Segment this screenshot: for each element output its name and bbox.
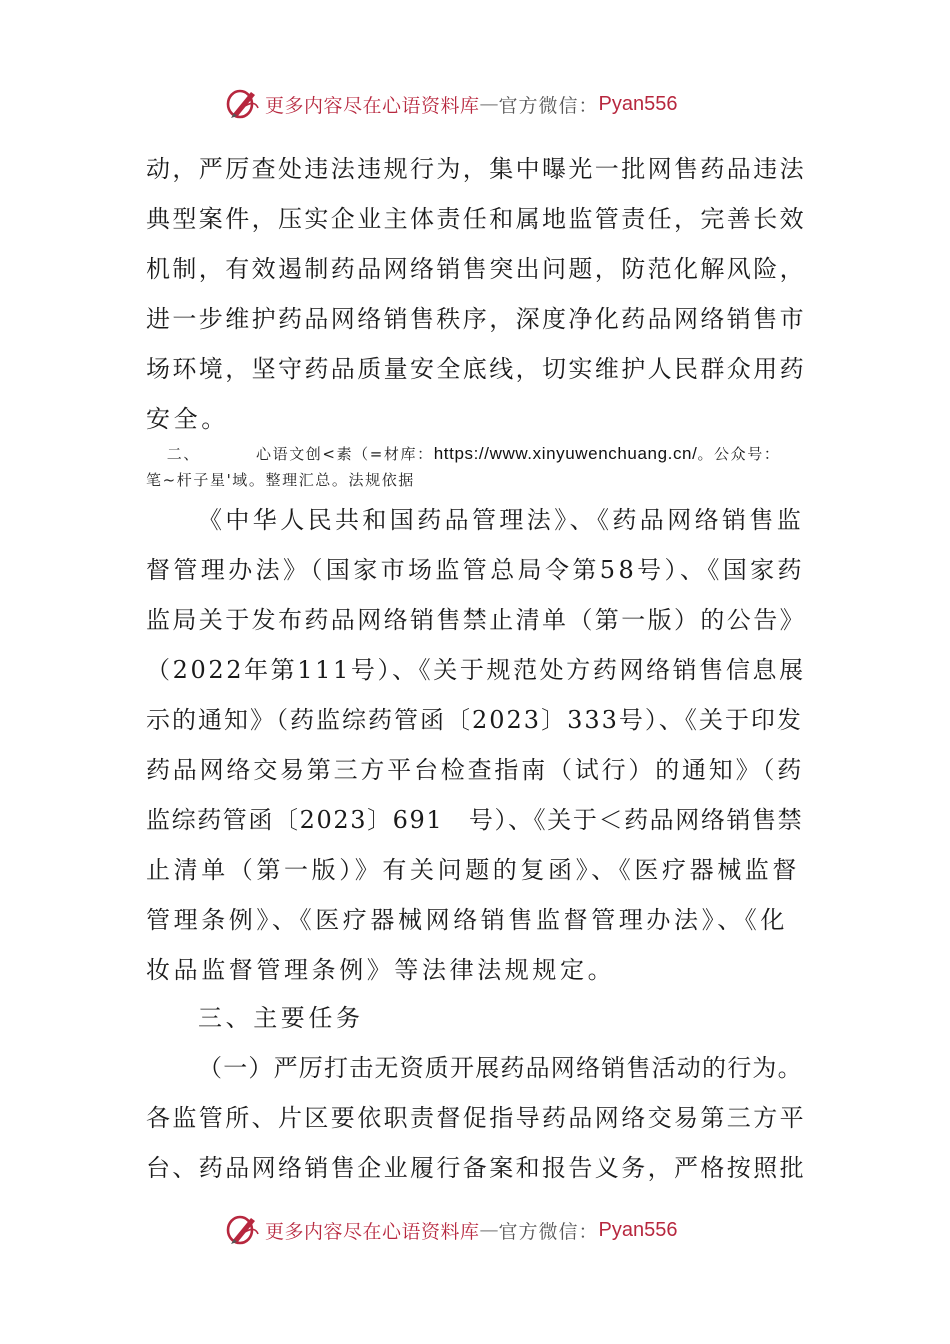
text-line: 监局关于发布药品网络销售禁止清单（第一版）的公告》 <box>146 606 806 634</box>
section-2-watermark-text: 心语文创<素（=材库： <box>256 445 434 463</box>
banner-official-label: 官方微信： <box>498 94 599 117</box>
banner-library-text: 更多内容尽在心语资料库 <box>265 1220 480 1243</box>
banner-wechat-id: Pyan556 <box>598 92 678 115</box>
text-line: 妆品监督管理条例》等法律法规规定。 <box>146 956 616 984</box>
text-line: 药品网络交易第三方平台检查指南（试行）的通知》（药 <box>146 756 804 784</box>
banner-official-label: 官方微信： <box>498 1220 599 1243</box>
text-line: 安全。 <box>146 405 229 433</box>
text-line: 管理条例》、《医疗器械网络销售监督管理办法》、《化 <box>146 906 788 934</box>
pen-logo-icon <box>225 86 261 122</box>
footer-banner <box>225 1210 745 1250</box>
banner-dash: — <box>479 1219 499 1241</box>
text-line: 机制，有效遏制药品网络销售突出问题，防范化解风险， <box>146 255 806 283</box>
text-line: 进一步维护药品网络销售秩序，深度净化药品网络销售市 <box>146 305 806 333</box>
text-line: 《中华人民共和国药品管理法》、《药品网络销售监 <box>198 506 805 534</box>
text-line: 场环境，坚守药品质量安全底线，切实维护人民群众用药 <box>146 355 806 383</box>
watermark-url-link[interactable]: https://www.xinyuwenchuang.cn/ <box>433 444 698 463</box>
text-line: 示的通知》（药监综药管函〔2023〕333号）、《关于印发 <box>146 706 803 734</box>
pen-logo-icon <box>225 1212 261 1248</box>
banner-library-text: 更多内容尽在心语资料库 <box>265 94 480 117</box>
text-line: 督管理办法》（国家市场监管总局令第58号）、《国家药 <box>146 556 805 584</box>
section-2-heading-line2: 笔~杆子星'域。整理汇总。法规依据 <box>146 471 415 489</box>
header-banner <box>225 84 745 124</box>
section-2-number: 二、 <box>166 445 200 463</box>
section-2-heading <box>146 444 780 464</box>
text-line: 监综药管函〔2023〕691 号）、《关于＜药品网络销售禁 <box>146 806 804 834</box>
text-line: 动，严厉查处违法违规行为，集中曝光一批网售药品违法 <box>146 155 806 183</box>
section-2-suffix: 。公众号： <box>697 445 781 463</box>
banner-dash: — <box>479 93 499 115</box>
text-line: 台、药品网络销售企业履行备案和报告义务，严格按照批 <box>146 1154 806 1182</box>
banner-wechat-id: Pyan556 <box>598 1218 678 1241</box>
text-line: 典型案件，压实企业主体责任和属地监管责任，完善长效 <box>146 205 806 233</box>
text-line: 止清单（第一版）》有关问题的复函》、《医疗器械监督 <box>146 856 800 884</box>
text-line: 各监管所、片区要依职责督促指导药品网络交易第三方平 <box>146 1104 806 1132</box>
section-heading-text: 三、主要任务 <box>198 1004 364 1032</box>
text-line: （一）严厉打击无资质开展药品网络销售活动的行为。 <box>198 1054 803 1082</box>
text-line: （2022年第111号）、《关于规范处方药网络销售信息展 <box>146 656 806 684</box>
